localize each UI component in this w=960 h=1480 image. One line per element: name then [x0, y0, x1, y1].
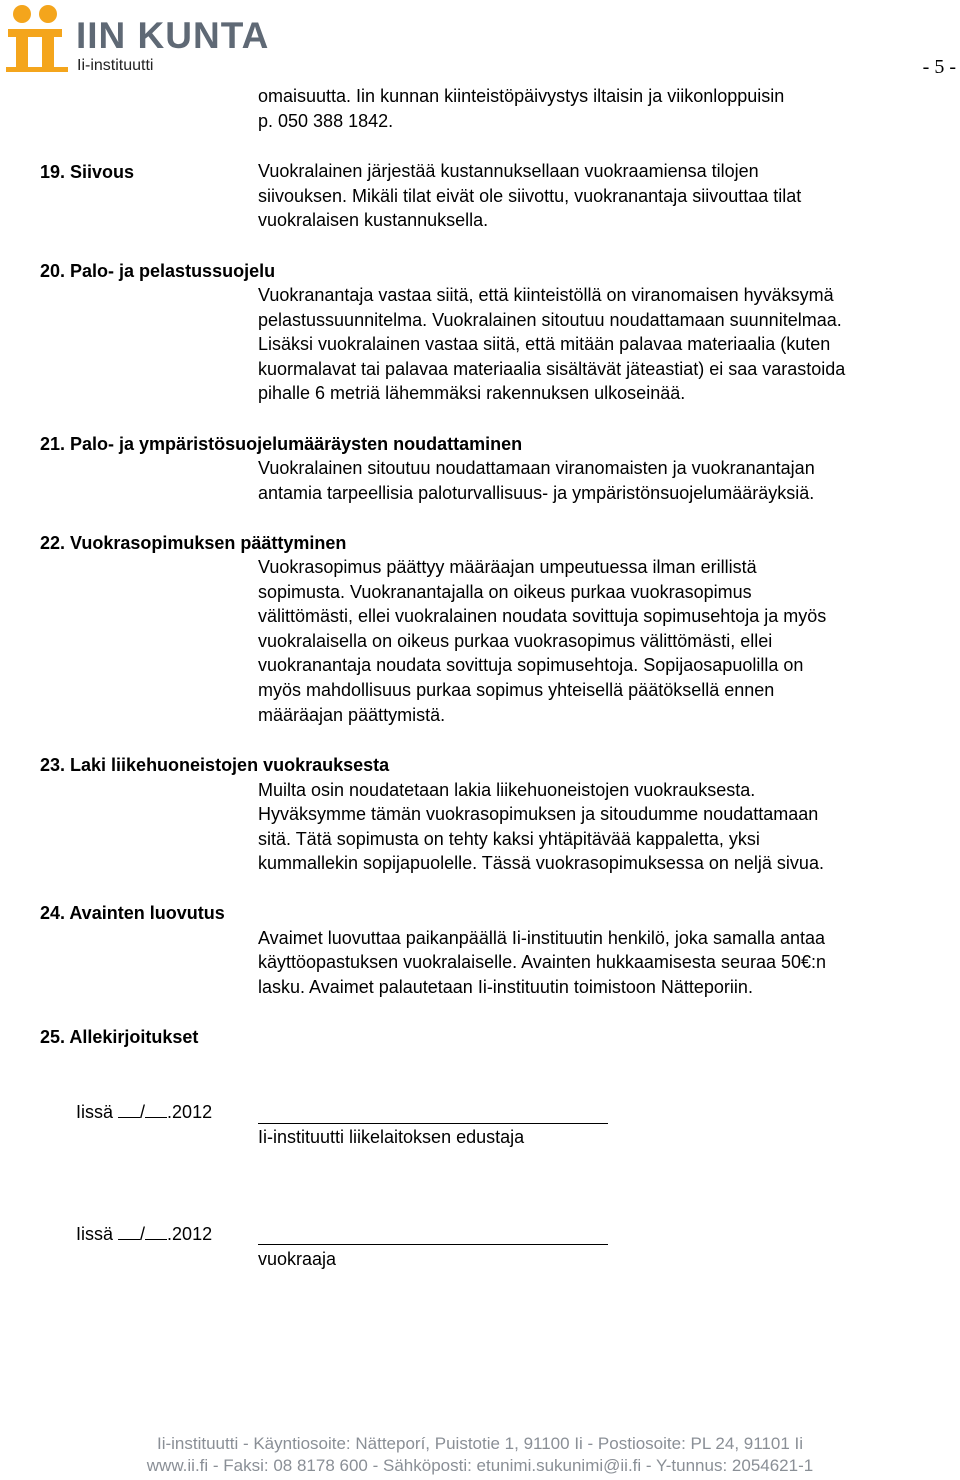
signature-line-2: [258, 1244, 608, 1245]
signature-place: Iissä: [76, 1102, 114, 1122]
paragraph-line: pihalle 6 metriä lähemmäksi rakennuksen ulkoseinää.: [258, 383, 686, 403]
paragraph-line: Vuokralainen sitoutuu noudattamaan viranomaisten ja vuokranantajan: [258, 458, 815, 478]
signature-year: .2012: [167, 1224, 213, 1244]
signature-line-1: [258, 1123, 608, 1124]
paragraph-line: Lisäksi vuokralainen vastaa siitä, että mitään palavaa materiaalia (kuten: [258, 334, 831, 354]
signature-place: Iissä: [76, 1224, 114, 1244]
ii-logo-icon: [4, 3, 74, 75]
paragraph-line: myös mahdollisuus purkaa sopimus yhteisellä päätöksellä ennen: [258, 680, 775, 700]
signature-role-1: Ii-instituutti liikelaitoksen edustaja: [258, 1127, 525, 1147]
paragraph-line: lasku. Avaimet palautetaan Ii-instituutin toimistoon Nätteporiin.: [258, 977, 753, 997]
section-heading-23: 23. Laki liikehuoneistojen vuokrauksesta: [40, 755, 390, 775]
section-heading-25: 25. Allekirjoitukset: [40, 1027, 199, 1047]
day-blank: [118, 1223, 140, 1240]
paragraph-line: vuokranantaja noudata sovittuja sopimusehtoja. Sopijaosapuolilla on: [258, 655, 804, 675]
paragraph-line: vuokralaisen kustannuksella.: [258, 210, 489, 230]
logo-wordmark: IIN KUNTA: [76, 15, 270, 56]
section-heading-21: 21. Palo- ja ympäristösuojelumääräysten noudattaminen: [40, 434, 523, 454]
date-separator: /: [140, 1102, 146, 1122]
paragraph-line: määräajan päättymistä.: [258, 705, 446, 725]
paragraph-line: sopimusta. Vuokranantajalla on oikeus purkaa vuokrasopimus: [258, 582, 752, 602]
month-blank: [145, 1223, 167, 1240]
paragraph-line: Hyväksymme tämän vuokrasopimuksen ja sitoudumme noudattamaan: [258, 804, 819, 824]
footer-contact: www.ii.fi - Faksi: 08 8178 600 - Sähköposti: etunimi.sukunimi@ii.fi - Y-tunnus: 2054621-1: [146, 1456, 814, 1475]
paragraph-line: vuokralaisella on oikeus purkaa vuokrasopimus välittömästi, ellei: [258, 631, 773, 651]
paragraph-line: Vuokranantaja vastaa siitä, että kiinteistöllä on viranomaisen hyväksymä: [258, 285, 834, 305]
paragraph-line: omaisuutta. Iin kunnan kiinteistöpäivystys iltaisin ja viikonloppuisin: [258, 86, 785, 106]
logo-subtitle: Ii-instituutti: [77, 57, 154, 74]
paragraph-line: käyttöopastuksen vuokralaiselle. Avainten hukkaamisesta seuraa 50€:n: [258, 952, 827, 972]
signature-date-1: [76, 1100, 212, 1124]
paragraph-line: pelastussuunnitelma. Vuokralainen sitoutuu noudattamaan suunnitelmaa.: [258, 310, 842, 330]
day-blank: [118, 1101, 140, 1118]
section-heading-24: 24. Avainten luovutus: [40, 903, 225, 923]
month-blank: [145, 1101, 167, 1118]
footer-address: Ii-instituutti - Käyntiosoite: Nätteporí, Puistotie 1, 91100 Ii - Postiosoite: PL 24, 91101 Ii: [156, 1434, 804, 1453]
section-heading-22: 22. Vuokrasopimuksen päättyminen: [40, 533, 347, 553]
section-heading-19: 19. Siivous: [40, 162, 135, 182]
page-number: - 5 -: [922, 56, 956, 78]
paragraph-line: Vuokrasopimus päättyy määräajan umpeutuessa ilman erillistä: [258, 557, 757, 577]
paragraph-line: kummallekin sopijapuolelle. Tässä vuokrasopimuksessa on neljä sivua.: [258, 853, 824, 873]
signature-date-2: [76, 1222, 212, 1246]
signature-role-2: vuokraaja: [258, 1249, 337, 1269]
paragraph-line: Avaimet luovuttaa paikanpäällä Ii-instituutin henkilö, joka samalla antaa: [258, 928, 826, 948]
paragraph-line: Muilta osin noudatetaan lakia liikehuoneistojen vuokrauksesta.: [258, 780, 756, 800]
paragraph-line: sitä. Tätä sopimusta on tehty kaksi yhtäpitävää kappaletta, yksi: [258, 829, 760, 849]
paragraph-line: siivouksen. Mikäli tilat eivät ole siivottu, vuokranantaja siivouttaa tilat: [258, 186, 802, 206]
date-separator: /: [140, 1224, 146, 1244]
paragraph-line: Vuokralainen järjestää kustannuksellaan vuokraamiensa tilojen: [258, 161, 759, 181]
paragraph-line: antamia tarpeellisia paloturvallisuus- ja ympäristönsuojelumääräyksiä.: [258, 483, 815, 503]
paragraph-line: kuormalavat tai palavaa materiaalia sisältävät jäteastiat) ei saa varastoida: [258, 359, 846, 379]
section-heading-20: 20. Palo- ja pelastussuojelu: [40, 261, 276, 281]
paragraph-line: välittömästi, ellei vuokralainen noudata sovittuja sopimusehtoja ja myös: [258, 606, 827, 626]
signature-year: .2012: [167, 1102, 213, 1122]
ii-instituutti-logo: [4, 3, 304, 77]
paragraph-line: p. 050 388 1842.: [258, 111, 394, 131]
